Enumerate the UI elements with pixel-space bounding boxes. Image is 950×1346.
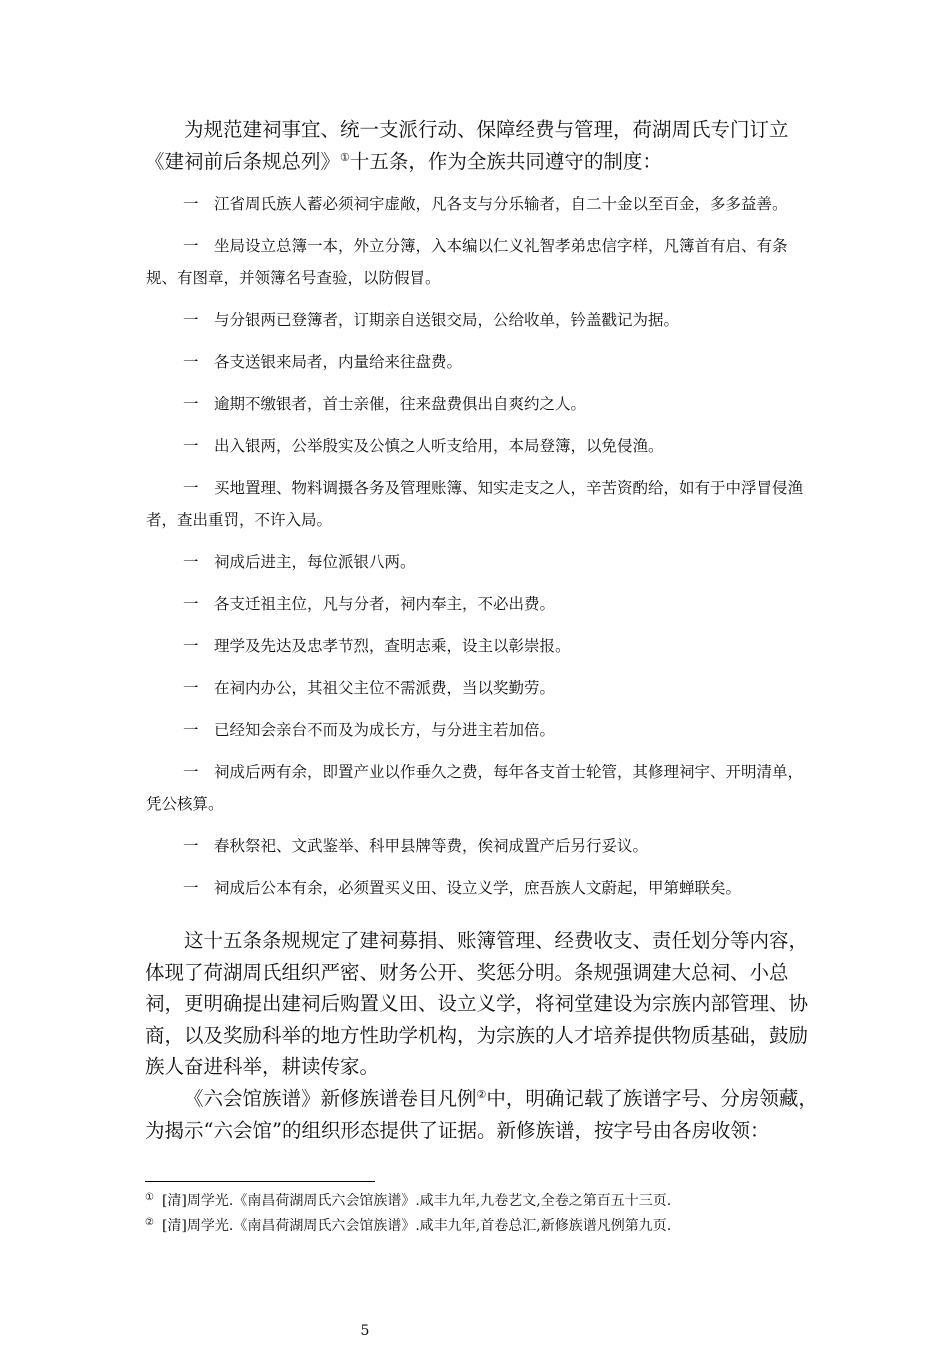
rule-item: 一 出入银两，公举殷实及公慎之人听支给用，本局登簿，以免侵渔。 (183, 437, 664, 455)
page-number: 5 (360, 1323, 370, 1339)
rule-item: 一 买地置理、物料调摄各务及管理账簿、知实走支之人，辛苦资酌给，如有于中浮冒侵渔者，查出重罚，不许入局。 (146, 479, 804, 529)
intro-line-2 (145, 146, 825, 178)
rule-item: 一 祠成后进主，每位派银八两。 (183, 553, 416, 571)
rule-item: 一 与分银两已登簿者，订期亲自送银交局，公给收单，钤盖戳记为据。 (183, 311, 680, 329)
genealogy-paragraph: 《六会馆族谱》新修族谱卷目凡例②中，明确记载了族谱字号、分房领藏，为揭示“六会馆”的组织形态提供了证据。新修族谱，按字号由各房收领： (145, 1086, 818, 1142)
rule-item: 一 已经知会亲台不而及为成长方，与分进主若加倍。 (183, 721, 556, 739)
analysis-paragraph: 这十五条条规规定了建祠募捐、账簿管理、经费收支、责任划分等内容，体现了荷湖周氏组织严密、财务公开、奖惩分明。条规强调建大总祠、小总祠，更明确提出建祠后购置义田、设立义学，将祠堂建设为宗族内部管理、协商，以及奖励科举的地方性助学机构，为宗族的人才培养提供物质基础，鼓励族人奋进科举，耕读传家。 (145, 929, 809, 1079)
footnote-mark: ① (145, 1192, 154, 1203)
rule-item: 一 各支送银来局者，内量给来往盘费。 (183, 353, 463, 371)
rule-item: 一 各支迁祖主位，凡与分者，祠内奉主，不必出费。 (183, 595, 556, 613)
footnote-item (145, 1212, 835, 1237)
rule-item: 一 理学及先达及忠孝节烈，查明志乘，设主以彰崇报。 (183, 637, 571, 655)
intro-line-1: 为规范建祠事宜、统一支派行动、保障经费与管理，荷湖周氏专门订立 (184, 118, 789, 141)
footnote-mark: ② (145, 1217, 154, 1228)
rule-item: 一 逾期不缴银者，首士亲催，往来盘费俱出自爽约之人。 (183, 395, 587, 413)
footnotes (145, 1187, 835, 1237)
rules-list (146, 188, 813, 914)
footnote-text: [清]周学光.《南昌荷湖周氏六会馆族谱》.咸丰九年,首卷总汇,新修族谱凡例第九页. (161, 1218, 672, 1234)
rule-item: 一 江省周氏族人蓄必须祠宇虚敞，凡各支与分乐输者，自二十金以至百金，多多益善。 (183, 195, 788, 213)
footnote-text: [清]周学光.《南昌荷湖周氏六会馆族谱》.咸丰九年,九卷艺文,全卷之第百五十三页. (161, 1193, 672, 1209)
analysis-section (145, 925, 825, 1146)
rule-item: 一 在祠内办公，其祖父主位不需派费，当以奖勤劳。 (183, 679, 556, 697)
rule-item: 一 坐局设立总簿一本，外立分簿，入本编以仁义礼智孝弟忠信字样，凡簿首有启、有条规、有图章，并领簿名号查验，以防假冒。 (146, 237, 788, 287)
intro-line-2-rest: 十五条，作为全族共同遵守的制度： (349, 150, 662, 173)
rules-title: 《建祠前后条规总列》 (145, 150, 341, 173)
rule-item: 一 祠成后公本有余，必须置买义田、设立义学，庶吾族人文蔚起，甲第蝉联矣。 (183, 879, 742, 897)
footnote-ref-1[interactable]: ① (340, 151, 350, 164)
rule-item: 一 祠成后两有余，即置产业以作垂久之费，每年各支首士轮管，其修理祠宇、开明清单，凭公核算。 (146, 763, 804, 813)
footnote-ref-2[interactable]: ② (476, 1087, 487, 1101)
rule-item: 一 春秋祭祀、文武鉴举、科甲县牌等费，俟祠成置产后另行妥议。 (183, 837, 649, 855)
footnote-separator (145, 1181, 375, 1182)
footnote-item (145, 1187, 835, 1212)
intro-paragraph (145, 114, 825, 178)
